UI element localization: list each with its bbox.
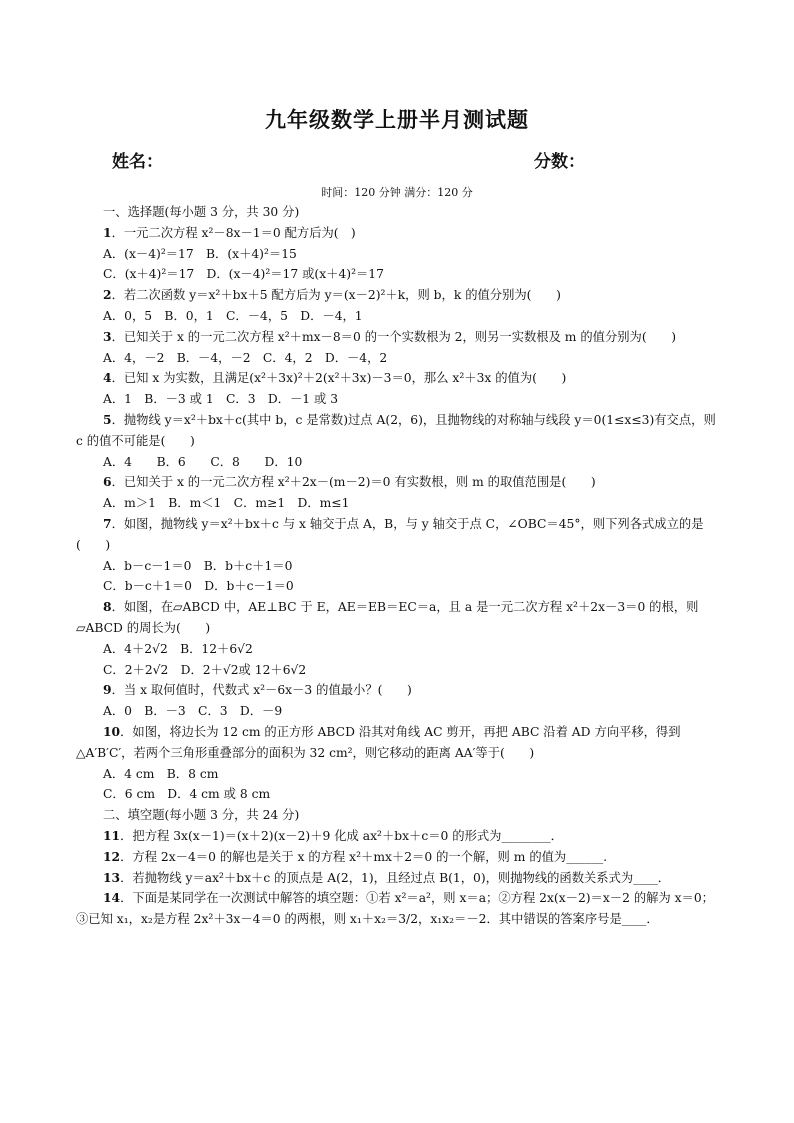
question-line xyxy=(76,223,720,244)
line-text: ．如图，将边长为 12 cm 的正方形 ABCD 沿其对角线 AC 剪开，再把 ABC 沿着 AD 方向平移，得到△A′B′C′，若两个三角形重叠部分的面积为 32 cm²，则它移动的距离 AA′等于( ) xyxy=(76,724,681,760)
answer-line xyxy=(76,701,720,722)
line-text: ．当 x 取何值时，代数式 x²－6x－3 的值最小？( ) xyxy=(111,683,412,698)
line-text: 二、填空题(每小题 3 分，共 24 分) xyxy=(103,808,300,823)
answer-line xyxy=(76,493,720,514)
question-number: 10 xyxy=(103,723,121,739)
question-number: 5 xyxy=(103,411,112,427)
line-text: ．如图，在▱ABCD 中，AE⊥BC 于 E，AE＝EB＝EC＝a，且 a 是一元二次方程 x²＋2x－3＝0 的根，则▱ABCD 的周长为( ) xyxy=(76,600,699,635)
line-text: ．方程 2x－4＝0 的解也是关于 x 的方程 x²＋mx＋2＝0 的一个解，则 m 的值为______. xyxy=(120,849,608,864)
question-line xyxy=(76,826,720,847)
line-text: A．4 B．6 C．8 D．10 xyxy=(103,454,303,469)
question-line xyxy=(76,285,720,306)
exam-meta: 时间：120 分钟 满分：120 分 xyxy=(321,186,473,199)
line-text: A．4 cm B．8 cm xyxy=(103,766,219,781)
question-line xyxy=(76,722,720,764)
line-text: ．已知 x 为实数，且满足(x²＋3x)²＋2(x²＋3x)－3＝0，那么 x²＋3x 的值为( ) xyxy=(111,371,567,386)
answer-line xyxy=(76,348,720,369)
answer-line xyxy=(76,576,720,597)
line-text: 一、选择题(每小题 3 分，共 30 分) xyxy=(103,205,300,219)
line-text: ．若抛物线 y＝ax²＋bx＋c 的顶点是 A(2，1)，且经过点 B(1，0)，则抛物线的函数关系式为____． xyxy=(120,870,671,885)
line-text: ．一元二次方程 x²－8x－1＝0 配方后为( ) xyxy=(111,225,356,240)
line-text: ．已知关于 x 的一元二次方程 x²＋mx－8＝0 的一个实数根为 2，则另一实数根及 m 的值分别为( ) xyxy=(111,329,677,344)
question-number: 14 xyxy=(103,890,121,906)
question-line xyxy=(76,597,720,639)
line-text: ．已知关于 x 的一元二次方程 x²＋2x－(m－2)＝0 有实数根，则 m 的取值范围是( ) xyxy=(111,475,596,490)
line-text: C．b－c＋1＝0 D．b＋c－1＝0 xyxy=(103,579,294,594)
question-line xyxy=(76,327,720,348)
answer-line xyxy=(76,764,720,785)
question-number: 13 xyxy=(103,869,121,885)
question-number: 1 xyxy=(103,224,112,240)
line-text: A．4＋2√2 B．12＋6√2 xyxy=(103,641,253,656)
question-list xyxy=(76,202,720,930)
question-line xyxy=(76,472,720,493)
question-number: 9 xyxy=(103,682,112,698)
line-text: ．若二次函数 y＝x²＋bx＋5 配方后为 y＝(x－2)²＋k，则 b，k 的值分别为( ) xyxy=(111,288,561,303)
answer-line xyxy=(76,660,720,681)
line-text: ．下面是某同学在一次测试中解答的填空题：①若 x²＝a²，则 x＝a；②方程 2x(x－2)＝x－2 的解为 x＝0；③已知 x₁，x₂是方程 2x²＋3x－4＝0 的两根，则 x₁＋x₂＝3/2，x₁x₂＝－2．其中错误的答案序号是____． xyxy=(76,891,714,927)
line-text: A．(x－4)²＝17 B．(x＋4)²＝15 xyxy=(103,246,297,261)
line-text: A．4，－2 B．－4，－2 C．4，2 D．－4，2 xyxy=(103,350,388,365)
answer-line xyxy=(76,452,720,473)
question-number: 3 xyxy=(103,328,112,344)
line-text: C．2＋2√2 D．2＋√2或 12＋6√2 xyxy=(103,662,307,677)
line-text: A．b－c－1＝0 B．b＋c＋1＝0 xyxy=(103,558,293,573)
answer-line xyxy=(76,639,720,660)
question-line xyxy=(76,368,720,389)
question-number: 8 xyxy=(103,599,112,615)
line-text: C．(x＋4)²＝17 D．(x－4)²＝17 或(x＋4)²＝17 xyxy=(103,267,384,282)
answer-line xyxy=(76,264,720,285)
line-text: ．抛物线 y＝x²＋bx＋c(其中 b，c 是常数)过点 A(2，6)，且抛物线的对称轴与线段 y＝0(1≤x≤3)有交点，则 c 的值不可能是( ) xyxy=(76,412,716,448)
line-text: C．6 cm D．4 cm 或 8 cm xyxy=(103,787,271,802)
line-text: A．m＞1 B．m＜1 C．m≥1 D．m≤1 xyxy=(103,496,350,511)
answer-line xyxy=(76,784,720,805)
question-line xyxy=(76,847,720,868)
question-number: 6 xyxy=(103,474,112,490)
exam-title: 九年级数学上册半月测试题 xyxy=(265,107,529,132)
question-number: 2 xyxy=(103,287,112,303)
answer-line xyxy=(76,202,720,223)
answer-line xyxy=(76,805,720,826)
score-label: 分数： xyxy=(534,152,585,172)
answer-line xyxy=(76,244,720,265)
line-text: A．0，5 B．0，1 C．－4，5 D．－4，1 xyxy=(103,308,363,323)
line-text: ．把方程 3x(x－1)＝(x＋2)(x－2)＋9 化成 ax²＋bx＋c＝0 的形式为________． xyxy=(120,828,563,843)
line-text: ．如图，抛物线 y＝x²＋bx＋c 与 x 轴交于点 A，B，与 y 轴交于点 C，∠OBC＝45°，则下列各式成立的是( ) xyxy=(76,516,704,552)
question-number: 11 xyxy=(103,827,121,843)
name-label: 姓名： xyxy=(112,152,163,172)
question-line xyxy=(76,410,720,452)
question-number: 12 xyxy=(103,848,121,864)
question-number: 4 xyxy=(103,370,112,386)
answer-line xyxy=(76,389,720,410)
answer-line xyxy=(76,556,720,577)
question-line xyxy=(76,868,720,889)
answer-line xyxy=(76,306,720,327)
question-line xyxy=(76,680,720,701)
question-line xyxy=(76,514,720,556)
question-line xyxy=(76,888,720,930)
line-text: A．0 B．－3 C．3 D．－9 xyxy=(103,704,283,719)
line-text: A．1 B．－3 或 1 C．3 D．－1 或 3 xyxy=(103,392,339,407)
question-number: 7 xyxy=(103,515,112,531)
